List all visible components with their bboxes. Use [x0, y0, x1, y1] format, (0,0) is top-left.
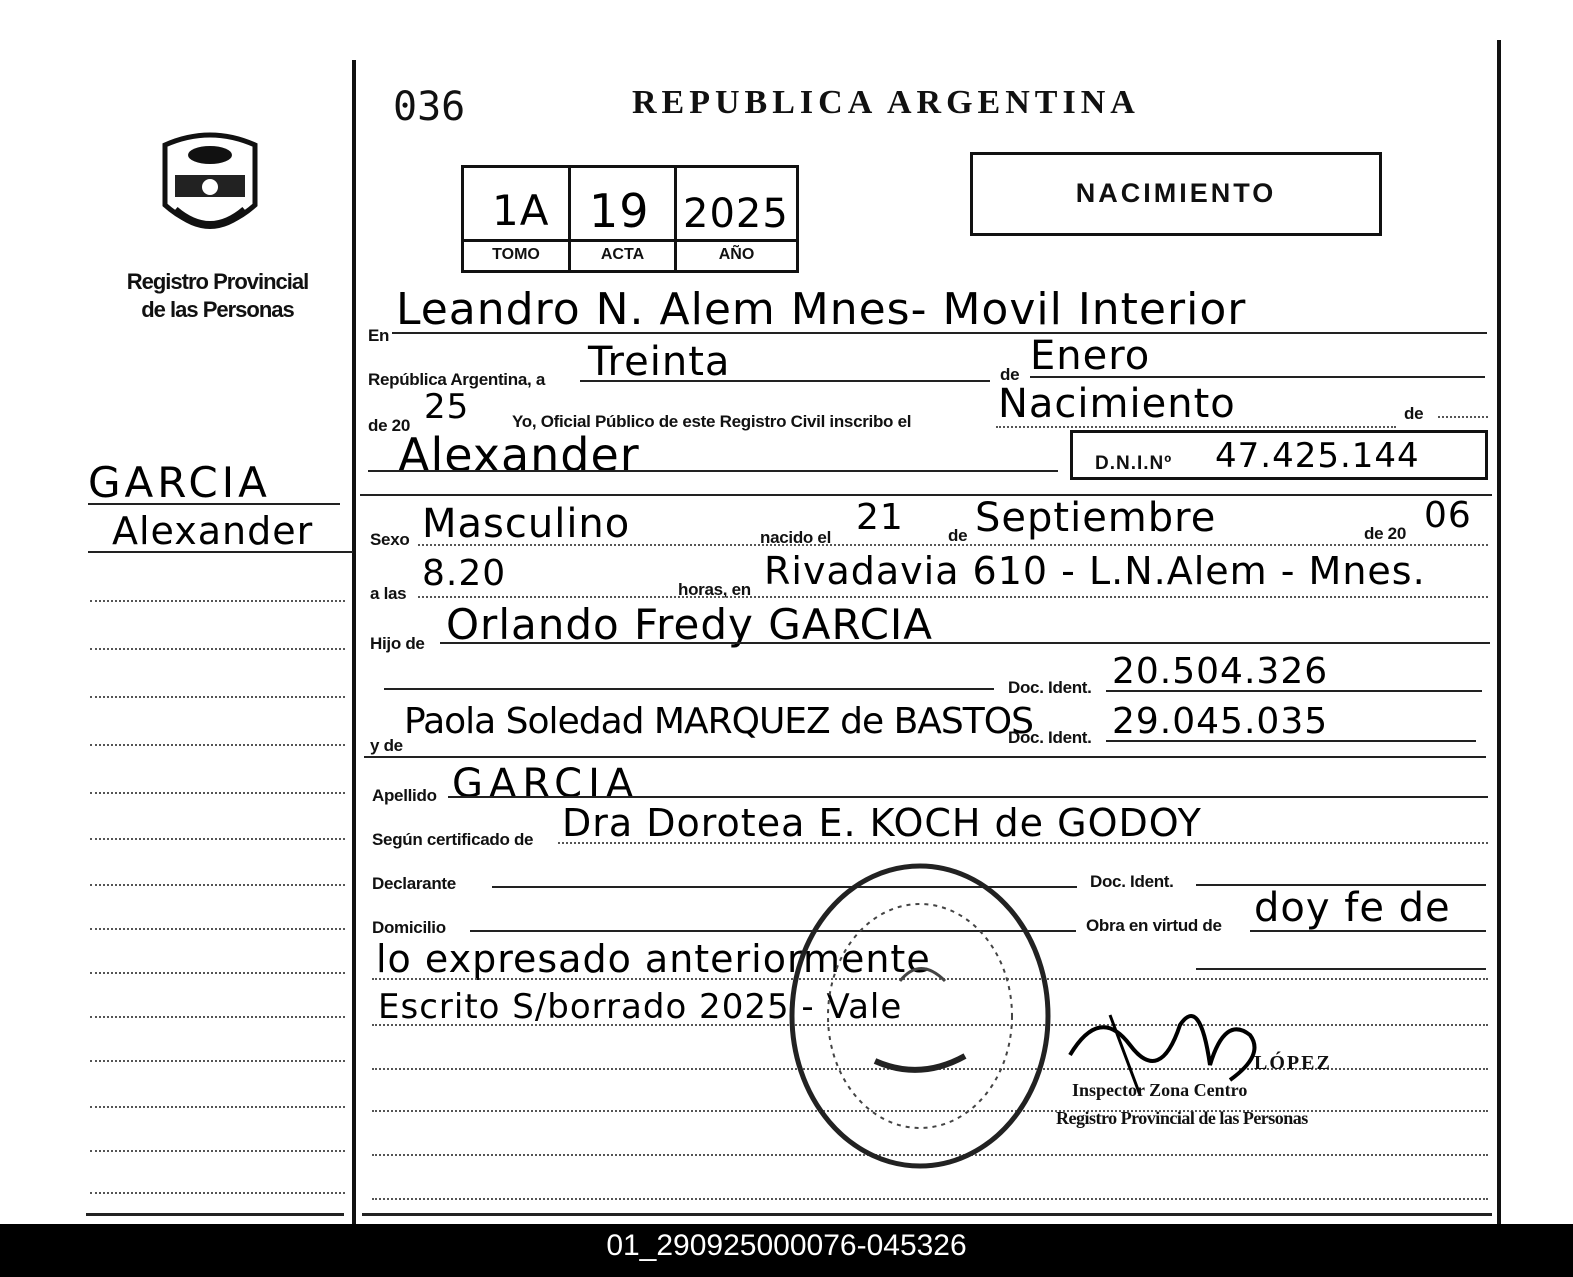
margin-line: [90, 1192, 345, 1194]
name-value: Alexander: [398, 428, 640, 482]
certificado-value: Dra Dorotea E. KOCH de GODOY: [562, 801, 1202, 845]
apellido-line: [448, 796, 1488, 798]
coat-of-arms-emblem: [155, 125, 265, 250]
en-line: [392, 332, 1487, 334]
yo-line-end: [1438, 416, 1488, 418]
birth-day: 21: [856, 497, 904, 538]
month-value: Enero: [1030, 333, 1151, 379]
alas-label: a las: [370, 584, 407, 603]
margin-line: [90, 884, 345, 886]
margin-line: [90, 1016, 345, 1018]
tomo-value: 1A: [492, 186, 550, 235]
margin-line: [90, 928, 345, 930]
signatory-agency: Registro Provincial de las Personas: [1056, 1108, 1308, 1128]
tomo-cell: [464, 168, 571, 270]
footer-bar: [0, 1224, 1573, 1277]
margin-surname: GARCIA: [88, 458, 271, 507]
official-seal: [780, 856, 1060, 1176]
time-value: 8.20: [422, 553, 507, 594]
registry-box: [461, 165, 799, 273]
father-doc-line: [1106, 690, 1482, 692]
en-value: Leandro N. Alem Mnes- Movil Interior: [396, 284, 1247, 335]
inscription-value: Nacimiento: [998, 381, 1236, 427]
obra-label: Obra en virtud de: [1086, 916, 1222, 935]
margin-line: [90, 744, 345, 746]
obra-line: [1250, 930, 1486, 932]
apellido-label: Apellido: [372, 786, 437, 805]
margin-line: [90, 792, 345, 794]
mother-doc-label: Doc. Ident.: [1008, 728, 1092, 747]
inscription-de-label: de: [1404, 404, 1424, 423]
mother-divider: [364, 756, 1486, 758]
margin-line: [90, 648, 345, 650]
certificado-label: Según certificado de: [372, 830, 534, 849]
margin-given-name: Alexander: [112, 509, 314, 553]
margin-line: [90, 838, 345, 840]
nacido-label: nacido el: [760, 528, 831, 547]
margin-line: [90, 1060, 345, 1062]
name-line: [368, 470, 1058, 472]
father-value: Orlando Fredy GARCIA: [446, 600, 934, 649]
acta-label: ACTA: [571, 239, 674, 270]
year-prefix-label: de 20: [368, 416, 410, 435]
margin-surname-underline: [88, 503, 340, 505]
mother-doc-value: 29.045.035: [1112, 701, 1329, 742]
anio-value: 2025: [683, 191, 789, 237]
en-label: En: [368, 326, 390, 345]
sexo-label: Sexo: [370, 530, 410, 549]
horas-label: horas, en: [678, 580, 751, 599]
mother-doc-line: [1106, 740, 1476, 742]
domicilio-label: Domicilio: [372, 918, 446, 937]
sexo-line: [418, 544, 1488, 546]
continuation-line: [1196, 968, 1486, 970]
anio-cell: [677, 168, 796, 270]
agency-line-2: de las Personas: [141, 297, 294, 322]
father-doc-value: 20.504.326: [1112, 651, 1329, 692]
margin-line: [90, 696, 345, 698]
form-number: 036: [393, 84, 466, 130]
republica-line: [580, 380, 990, 382]
doc-type-box: [970, 152, 1382, 236]
republica-line-2: [1030, 376, 1485, 378]
acta-value: 19: [589, 184, 650, 238]
agency-name: [95, 268, 340, 324]
month-de-label: de: [1000, 365, 1020, 384]
body-line: [372, 1198, 1488, 1200]
declarante-label: Declarante: [372, 874, 456, 893]
body-bottom-line: [362, 1213, 1492, 1216]
note-value: Escrito S/borrado 2025 - Vale: [378, 987, 903, 1027]
right-border-line: [1497, 40, 1501, 1225]
yo-text: Yo, Oficial Público de este Registro Civil inscribo el: [512, 412, 912, 431]
birth-year: 06: [1424, 495, 1472, 536]
footer-id-code: 01_290925000076-045326: [606, 1229, 967, 1262]
dni-value: 47.425.144: [1215, 436, 1420, 476]
margin-line: [90, 1150, 345, 1152]
signatory-name: LÓPEZ: [1254, 1052, 1332, 1074]
doc-type-label: NACIMIENTO: [1075, 178, 1277, 208]
year-value: 25: [424, 387, 470, 427]
day-value: Treinta: [588, 339, 731, 385]
mother-value: Paola Soledad MARQUEZ de BASTOS: [404, 701, 1033, 742]
yo-line: [996, 426, 1396, 428]
section-divider: [360, 494, 1492, 496]
margin-line: [90, 600, 345, 602]
country-title: REPUBLICA ARGENTINA: [632, 84, 1140, 121]
birth-month: Septiembre: [975, 495, 1217, 541]
hijo-line: [440, 642, 1490, 644]
place-value: Rivadavia 610 - L.N.Alem - Mnes.: [764, 549, 1426, 593]
margin-line: [90, 1106, 345, 1108]
acta-cell: [571, 168, 677, 270]
father-doc-label: Doc. Ident.: [1008, 678, 1092, 697]
margin-bottom-line: [86, 1213, 344, 1216]
margin-line: [90, 972, 345, 974]
dni-label: D.N.I.Nº: [1095, 453, 1173, 474]
republica-label: República Argentina, a: [368, 370, 545, 389]
tomo-label: TOMO: [464, 239, 568, 270]
obra-value: doy fe de: [1254, 885, 1451, 931]
anio-label: AÑO: [677, 239, 796, 270]
father-doc-line-left: [384, 688, 994, 690]
birth-year-prefix: de 20: [1364, 524, 1406, 543]
apellido-value: GARCIA: [452, 761, 640, 807]
birth-de-label: de: [948, 526, 968, 545]
certificado-line: [558, 842, 1488, 844]
dni-box: [1070, 430, 1488, 480]
margin-divider-line: [352, 60, 356, 1225]
alas-line: [418, 596, 1488, 598]
yde-label: y de: [370, 736, 403, 755]
margin-given-underline: [88, 551, 353, 553]
signatory-title: Inspector Zona Centro: [1072, 1080, 1248, 1100]
agency-line-1: Registro Provincial: [126, 269, 309, 294]
sexo-value: Masculino: [422, 501, 631, 547]
hijo-label: Hijo de: [370, 634, 425, 653]
declarante-doc-label: Doc. Ident.: [1090, 872, 1174, 891]
obra-continuation: lo expresado anteriormente: [376, 937, 931, 981]
